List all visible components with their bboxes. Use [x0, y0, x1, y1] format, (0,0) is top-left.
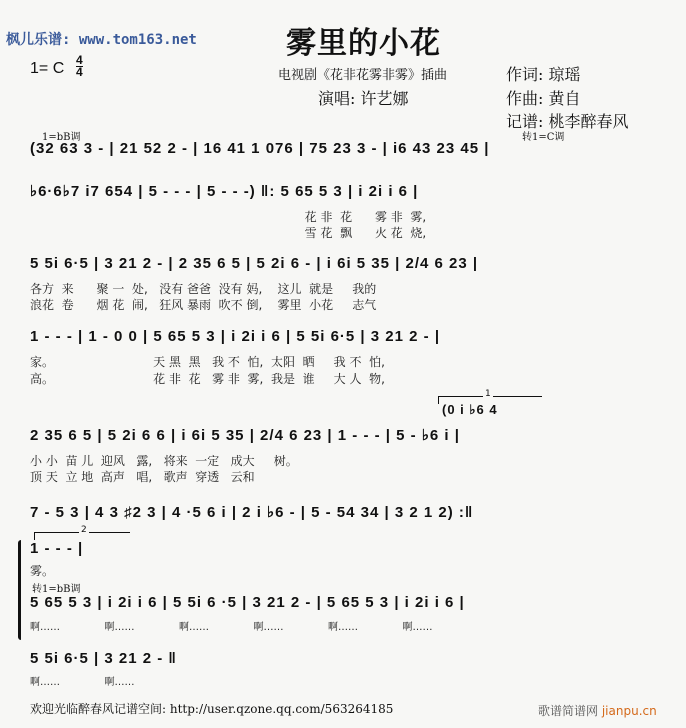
key-change-to-bb: 转1=bB调: [32, 584, 81, 595]
transcriber: 记谱: 桃李醉春风: [506, 112, 629, 131]
score-line-6: 7 - 5 3 | 4 3 ♯2 3 | 4 ·5 6 i | 2 i ♭6 - | 5 - 54 34 | 3 2 1 2) :‖: [30, 504, 474, 521]
lyrics-line-8: 啊…… 啊…… 啊…… 啊…… 啊…… 啊……: [30, 622, 433, 633]
lyrics-line-5b: 顶 天 立 地 高声 唱, 歌声 穿透 云和: [30, 470, 255, 484]
lyrics-line-3b: 浪花 卷 烟 花 闹, 狂风 暴雨 吹不 倒, 雾里 小花 志气: [30, 298, 377, 312]
score-line-1: (32 63 3 - | 21 52 2 - | 16 41 1 076 | 75 23 3 - | i6 43 23 45 |: [30, 140, 490, 157]
time-signature: 4 4: [76, 53, 83, 79]
score-line-5: 2 35 6 5 | 5 2i 6 6 | i 6i 5 35 | 2/4 6 23 | 1 - - - | 5 - ♭6 i |: [30, 427, 460, 444]
key-change-c: 转1=C调: [522, 132, 565, 143]
lyrics-line-4a: 家。 天 黑 黑 我 不 怕, 太阳 晒 我 不 怕,: [30, 355, 385, 369]
lyricist: 作词: 琼瑶: [506, 65, 581, 84]
lyrics-line-4b: 高。 花 非 花 雾 非 雾, 我是 谁 大 人 物,: [30, 372, 385, 386]
key-signature: 1= C: [30, 60, 65, 77]
score-line-4: 1 - - - | 1 - 0 0 | 5 65 5 3 | i 2i i 6 | 5 5i 6·5 | 3 21 2 - |: [30, 328, 441, 345]
score-line-8: 5 65 5 3 | i 2i i 6 | 5 5i 6 ·5 | 3 21 2 - | 5 65 5 3 | i 2i i 6 |: [30, 594, 465, 611]
jianpu-watermark: 歌谱简谱网 jianpu.cn: [538, 704, 657, 718]
lyrics-line-5a: 小 小 苗 儿 迎风 露, 将来 一定 成大 树。: [30, 454, 298, 468]
volta-2-bracket: 2: [34, 532, 130, 540]
singer: 演唱: 许艺娜: [318, 89, 409, 108]
volta-1-notes: (0 i ♭6 4: [442, 402, 498, 417]
subtitle: 电视剧《花非花雾非雾》插曲: [278, 68, 448, 83]
system-brace: [18, 540, 22, 640]
composer: 作曲: 黄自: [506, 89, 581, 108]
site-watermark: 枫儿乐谱: www.tom163.net: [6, 32, 197, 48]
key-change-bb: 1=bB调: [42, 132, 81, 143]
lyrics-line-7: 雾。: [30, 564, 55, 578]
score-line-7: 1 - - - |: [30, 540, 84, 557]
volta-1-bracket: 1: [438, 396, 542, 404]
lyrics-line-2b: 雪 花 飘 火 花 烧,: [30, 226, 427, 240]
score-line-9: 5 5i 6·5 | 3 21 2 - ‖: [30, 650, 177, 667]
lyrics-line-2a: 花 非 花 雾 非 雾,: [30, 210, 427, 224]
lyrics-line-9: 啊…… 啊……: [30, 677, 135, 688]
score-line-2: ♭6·6♭7 i7 654 | 5 - - - | 5 - - -) ‖: 5 65 5 3 | i 2i i 6 |: [30, 183, 419, 200]
score-line-3: 5 5i 6·5 | 3 21 2 - | 2 35 6 5 | 5 2i 6 - | i 6i 5 35 | 2/4 6 23 |: [30, 255, 479, 272]
footer-link-text: 欢迎光临醉春风记谱空间: http://user.qzone.qq.com/563264185: [30, 702, 394, 716]
lyrics-line-3a: 各方 来 聚 一 处, 没有 爸爸 没有 妈, 这儿 就是 我的: [30, 282, 377, 296]
song-title: 雾里的小花: [286, 26, 441, 61]
